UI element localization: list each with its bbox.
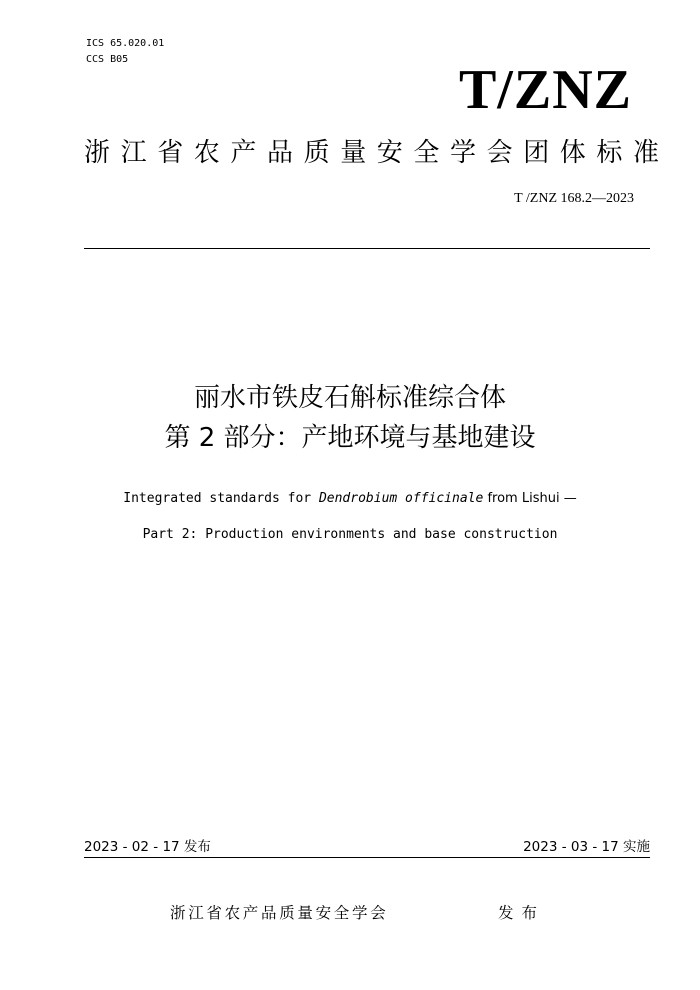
english-title-line-2: Part 2: Production environments and base construction — [142, 527, 558, 542]
top-divider — [84, 248, 650, 249]
english-title-suffix: from Lishui — — [483, 491, 577, 506]
standard-number: T /ZNZ 168.2—2023 — [514, 191, 634, 206]
publisher-name: 浙江省农产品质量安全学会 — [170, 904, 389, 922]
publish-label: 发布 — [498, 904, 546, 922]
chinese-title-line-1: 丽水市铁皮石斛标准综合体 — [193, 383, 506, 413]
ics-code: ICS 65.020.01 — [86, 38, 165, 49]
issue-date: 2023 - 02 - 17 发布 — [84, 839, 211, 855]
implementation-date: 2023 - 03 - 17 实施 — [523, 839, 650, 855]
organization-standard-title: 浙江省农产品质量安全学会团体标准 — [84, 138, 670, 168]
english-title-prefix: Integrated standards for — [123, 491, 319, 506]
species-name: Dendrobium officinale — [318, 491, 484, 506]
english-title-line-1 — [0, 490, 700, 508]
bottom-divider — [84, 857, 650, 858]
standard-logo: T/ZNZ — [458, 59, 632, 121]
chinese-title-line-2: 第 2 部分：产地环境与基地建设 — [164, 423, 536, 453]
ccs-code: CCS B05 — [86, 54, 129, 65]
